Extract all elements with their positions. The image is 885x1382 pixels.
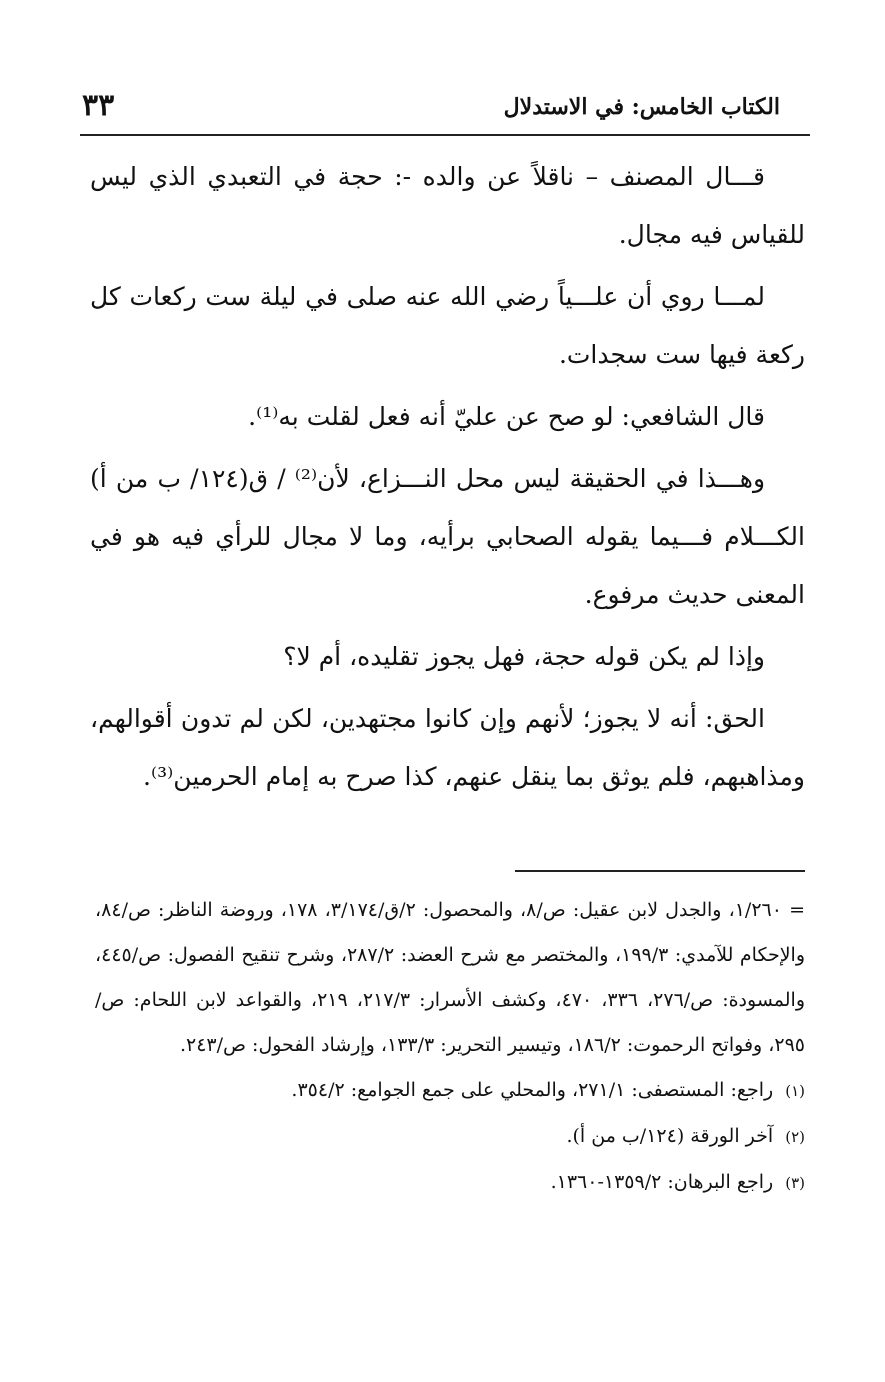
footnotes: [95, 888, 805, 1206]
paragraph: قال الشافعي: لو صح عن عليّ أنه فعل لقلت به⁽¹⁾.: [248, 402, 765, 431]
paragraph: قـــال المصنف – ناقلاً عن والده -: حجة في التعبدي الذي ليس للقياس فيه مجال.: [90, 162, 805, 249]
footnote-number: (٣): [785, 1174, 805, 1192]
footnote-number: (١): [785, 1082, 805, 1100]
header-rule: [80, 134, 810, 136]
footnote-text: راجع: المستصفى: ٢٧١/١، والمحلي على جمع الجوامع: ٣٥٤/٢.: [291, 1079, 774, 1101]
footnote-rule: [515, 870, 805, 872]
paragraph: وإذا لم يكن قوله حجة، فهل يجوز تقليده، أم لا؟: [283, 642, 765, 671]
paragraph: الحق: أنه لا يجوز؛ لأنهم وإن كانوا مجتهدين، لكن لم تدون أقوالهم، ومذاهبهم، فلم يوثق بما ينقل عنهم، كذا صرح به إمام الحرمين⁽³⁾.: [90, 704, 805, 791]
paragraph: لمـــا روي أن علـــياً رضي الله عنه صلى في ليلة ست ركعات كل ركعة فيها ست سجدات.: [90, 282, 805, 369]
footnote-2: [95, 1114, 805, 1160]
footnote-3: [95, 1160, 805, 1206]
paragraph: وهـــذا في الحقيقة ليس محل النـــزاع، لأن⁽²⁾ / ق(١٢٤/ ب من أ) الكـــلام فـــيما يقوله الصحابي برأيه، وما لا مجال للرأي فيه هو في المعنى حديث مرفوع.: [90, 464, 805, 609]
footnote-continuation: = ١/٢٦٠، والجدل لابن عقيل: ص/٨، والمحصول: ٢/ق/٣/١٧٤، ١٧٨، وروضة الناظر: ص/٨٤، والإحكام للآمدي: ١٩٩/٣، والمختصر مع شرح العضد: ٢٨٧/٢، وشرح تنقيح الفصول: ص/٤٤٥، والمسودة: ص/٢٧٦، ٣٣٦، ٤٧٠، وكشف الأسرار: ٢١٧/٣، ٢١٩، والقواعد لابن اللحام: ص/٢٩٥، وفواتح الرحموت: ١٨٦/٢، وتيسير التحرير: ١٣٣/٣، وإرشاد الفحول: ص/٢٤٣.: [95, 899, 805, 1056]
page-number: ٣٣: [82, 88, 115, 123]
footnote-text: راجع البرهان: ١٣٥٩/٢-١٣٦٠.: [550, 1171, 774, 1193]
running-header: [80, 88, 810, 132]
footnote-text: آخر الورقة (١٢٤/ب من أ).: [566, 1125, 774, 1147]
footnote-1: [95, 1068, 805, 1114]
main-text: [90, 148, 805, 810]
running-title: الكتاب الخامس: في الاستدلال: [503, 94, 780, 120]
footnote-number: (٢): [785, 1128, 805, 1146]
